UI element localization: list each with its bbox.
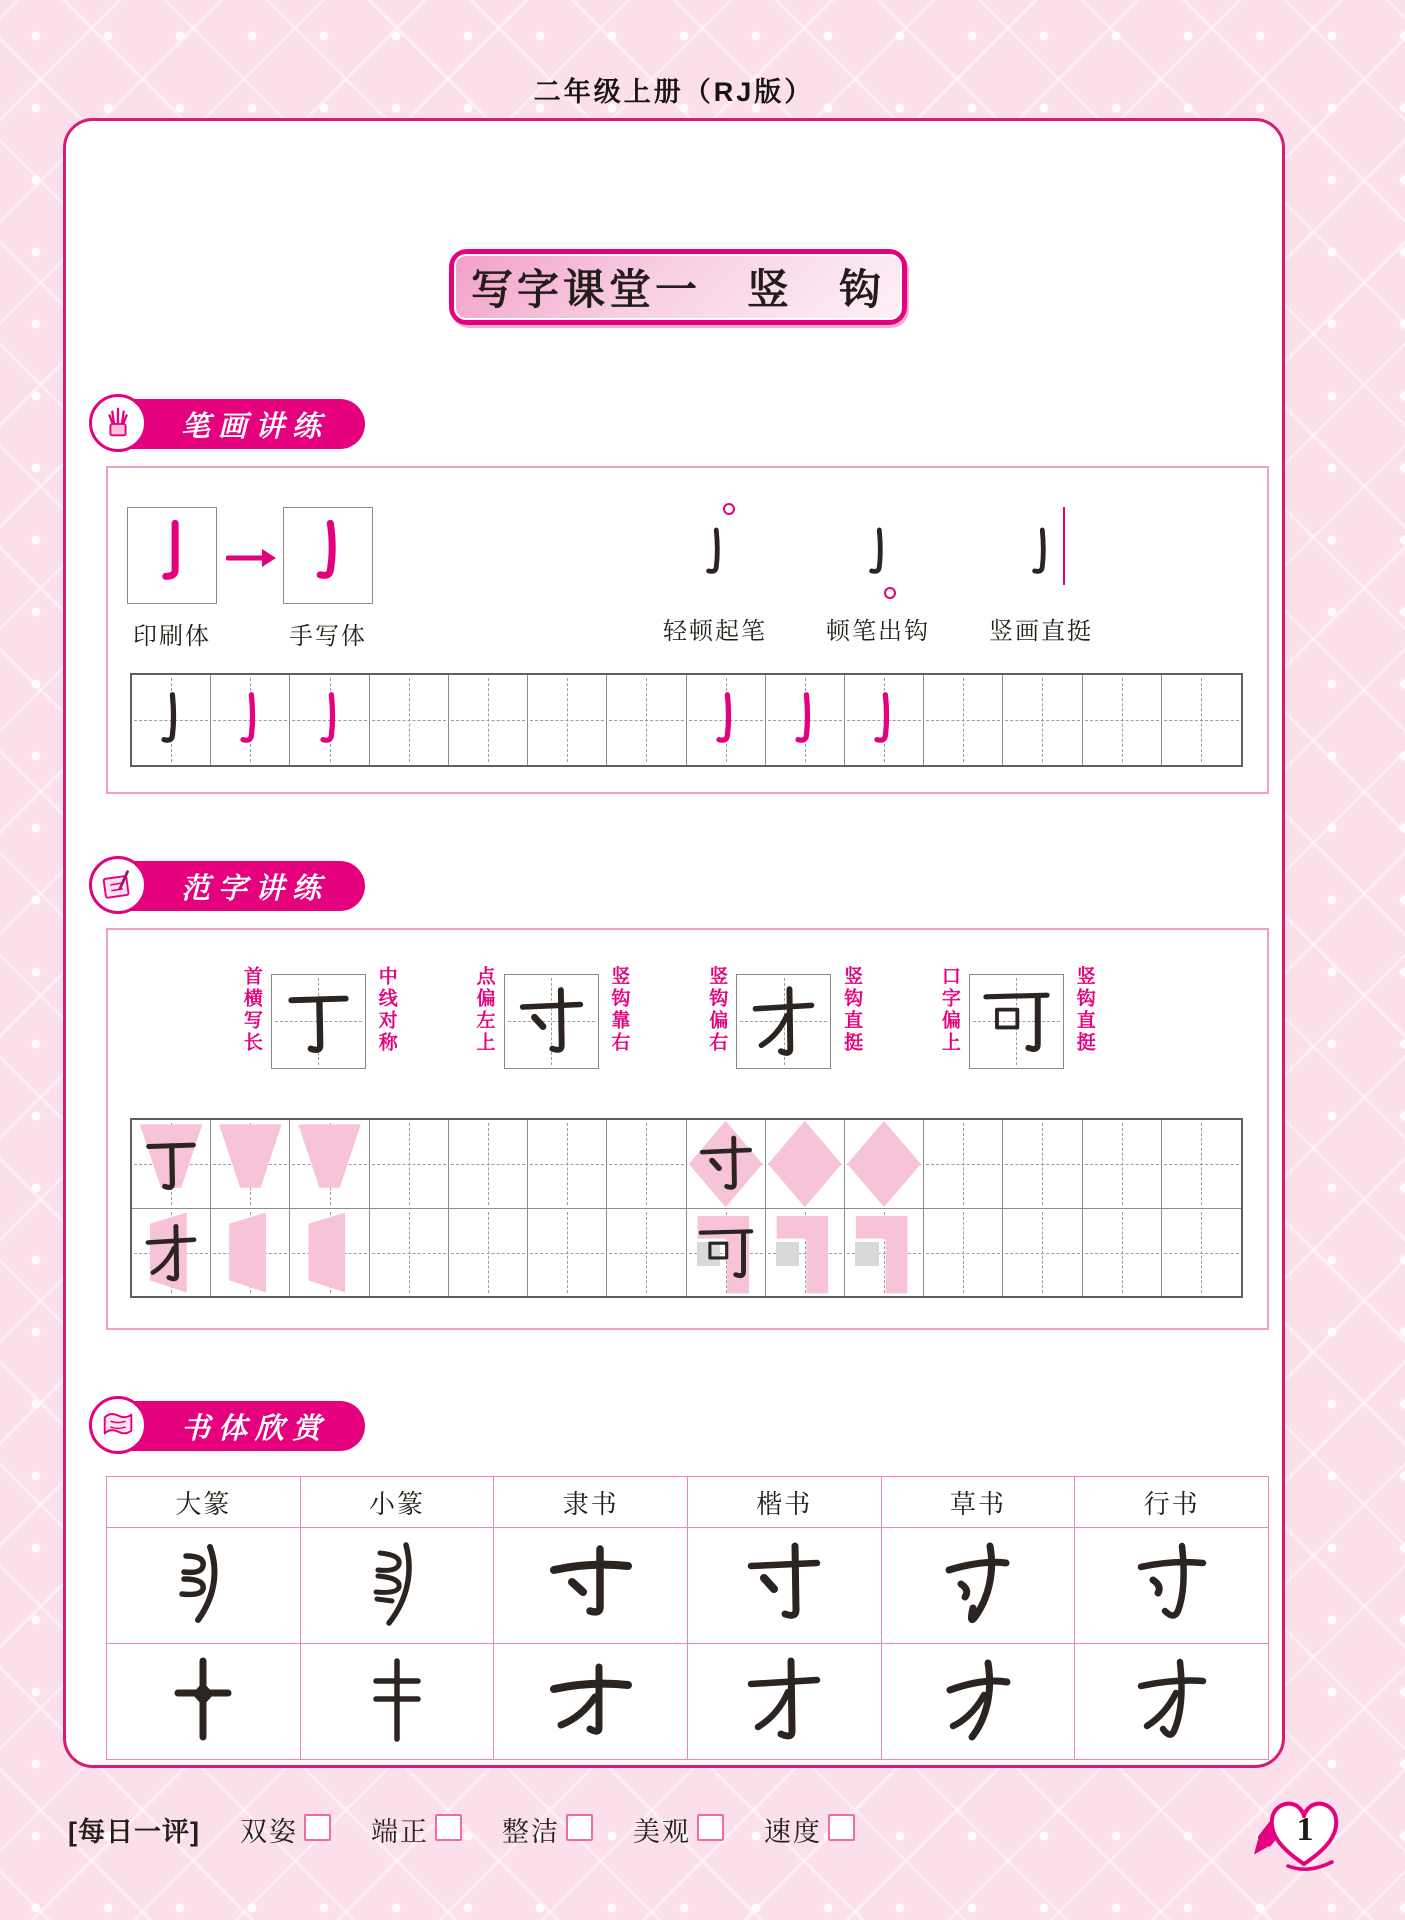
page-number: 1 — [1296, 1811, 1314, 1848]
script-glyph-cell — [687, 1528, 881, 1644]
review-item-label: 双姿 — [239, 1817, 298, 1847]
review-item-label: 整洁 — [501, 1817, 560, 1847]
stroke-practice-grid — [130, 673, 1243, 767]
review-item-label: 速度 — [763, 1817, 822, 1847]
stroke-tip — [803, 505, 953, 646]
page-title: 二年级上册（RJ版） — [533, 77, 815, 107]
practice-cell — [370, 675, 449, 765]
practice-cell — [449, 1208, 528, 1296]
script-style-header: 行书 — [1075, 1477, 1269, 1528]
practice-cell — [607, 675, 686, 765]
practice-cell — [370, 1120, 449, 1208]
practice-cell — [1083, 1208, 1162, 1296]
daily-review-label: [每日一评] — [68, 1817, 200, 1847]
model-character-box — [504, 974, 599, 1069]
page-number-badge — [1248, 1786, 1348, 1876]
practice-cell — [1003, 675, 1082, 765]
tracing-hint-shape — [290, 1120, 368, 1208]
script-style-header: 楷书 — [687, 1477, 881, 1528]
scroll-icon — [89, 1396, 147, 1454]
daily-review-items — [240, 1810, 855, 1849]
practice-cell — [924, 675, 1003, 765]
model-characters-panel — [106, 928, 1269, 1330]
practice-cell — [607, 1208, 686, 1296]
practice-glyph — [687, 675, 765, 765]
script-glyph-cell — [300, 1528, 494, 1644]
print-form-box — [127, 507, 217, 604]
practice-cell — [370, 1208, 449, 1296]
review-item-label: 端正 — [370, 1817, 429, 1847]
review-checkbox[interactable] — [435, 1814, 462, 1841]
practice-cell — [528, 1208, 607, 1296]
stroke-tip-label: 竖画直挺 — [989, 618, 1093, 645]
left-annotation: 口字偏上 — [938, 966, 960, 1054]
model-character-box — [736, 974, 831, 1069]
script-style-header: 隶书 — [494, 1477, 688, 1528]
practice-cell — [766, 1208, 845, 1296]
review-item — [764, 1810, 855, 1849]
script-glyph-cell — [300, 1644, 494, 1760]
practice-glyph — [290, 675, 368, 765]
practice-cell — [924, 1120, 1003, 1208]
practice-cell — [766, 1120, 845, 1208]
model-character-group — [473, 966, 630, 1076]
practice-cell — [1162, 1120, 1241, 1208]
arrow-icon — [226, 546, 278, 570]
practice-glyph — [132, 1120, 210, 1208]
script-glyph-cell — [107, 1528, 301, 1644]
practice-cell — [449, 1120, 528, 1208]
script-glyph-cell — [1075, 1644, 1269, 1760]
stroke-example — [683, 505, 747, 601]
brush-pot-icon — [89, 394, 147, 452]
stroke-practice-panel — [106, 466, 1269, 794]
model-character-row — [108, 966, 1267, 1076]
practice-glyph — [845, 675, 923, 765]
model-character-box — [969, 974, 1064, 1069]
tracing-hint-shape — [766, 1120, 844, 1208]
practice-cell — [845, 675, 924, 765]
stroke-tip — [966, 505, 1116, 646]
stroke-tip-label: 轻顿起笔 — [663, 618, 767, 645]
practice-cell — [687, 1208, 766, 1296]
left-annotation: 首横写长 — [240, 966, 262, 1054]
lesson-banner-title: 写字课堂一 竖 钩 — [454, 254, 902, 320]
practice-cell — [528, 675, 607, 765]
daily-review-bar — [68, 1810, 855, 1849]
tracing-hint-shape — [211, 1120, 289, 1208]
review-checkbox[interactable] — [697, 1814, 724, 1841]
practice-cell — [687, 675, 766, 765]
practice-cell — [766, 675, 845, 765]
practice-glyph — [687, 1120, 765, 1208]
review-checkbox[interactable] — [304, 1814, 331, 1841]
review-checkbox[interactable] — [828, 1814, 855, 1841]
review-item — [502, 1810, 593, 1849]
review-checkbox[interactable] — [566, 1814, 593, 1841]
review-item — [633, 1810, 724, 1849]
section-header-model-characters — [103, 861, 365, 911]
section-title: 范字讲练 — [181, 872, 330, 905]
stroke-example — [846, 505, 910, 601]
script-glyph-cell — [881, 1528, 1075, 1644]
stroke-hand-glyph — [289, 508, 367, 603]
review-item — [371, 1810, 462, 1849]
practice-cell — [1162, 675, 1241, 765]
right-annotation: 中线对称 — [375, 966, 397, 1054]
writing-pad-icon — [89, 856, 147, 914]
practice-cell — [211, 1208, 290, 1296]
hand-form-box — [283, 507, 373, 604]
practice-cell — [845, 1208, 924, 1296]
section-title: 书体欣赏 — [181, 1412, 330, 1445]
practice-cell — [1083, 1120, 1162, 1208]
script-glyph-cell — [494, 1528, 688, 1644]
model-character-box — [271, 974, 366, 1069]
tracing-hint-shape — [211, 1209, 289, 1296]
script-style-header: 小篆 — [300, 1477, 494, 1528]
practice-cell — [211, 1120, 290, 1208]
script-gallery-table — [106, 1476, 1269, 1760]
right-annotation: 竖钩靠右 — [608, 966, 630, 1054]
print-form-label: 印刷体 — [133, 623, 211, 650]
practice-cell — [1003, 1120, 1082, 1208]
practice-cell — [132, 1120, 211, 1208]
script-glyph-cell — [1075, 1528, 1269, 1644]
left-annotation: 点偏左上 — [473, 966, 495, 1054]
practice-cell — [132, 675, 211, 765]
practice-cell — [290, 675, 369, 765]
review-item-label: 美观 — [632, 1817, 691, 1847]
lesson-banner — [449, 249, 907, 325]
section-header-script-gallery — [103, 1401, 365, 1451]
section-title: 笔画讲练 — [181, 410, 330, 443]
worksheet-card — [63, 118, 1285, 1768]
practice-cell — [1083, 675, 1162, 765]
practice-cell — [132, 1208, 211, 1296]
practice-cell — [449, 675, 528, 765]
stroke-print-glyph — [133, 508, 211, 603]
practice-glyph — [211, 675, 289, 765]
practice-glyph — [766, 675, 844, 765]
script-glyph-cell — [687, 1644, 881, 1760]
stroke-example — [1009, 505, 1073, 601]
script-glyph-cell — [494, 1644, 688, 1760]
practice-glyph — [687, 1209, 765, 1296]
tracing-hint-shape — [290, 1209, 368, 1296]
script-glyph-cell — [881, 1644, 1075, 1760]
straight-line-marker — [1063, 507, 1065, 585]
practice-cell — [1162, 1208, 1241, 1296]
model-character-group — [938, 966, 1095, 1076]
tracing-hint-shape — [766, 1209, 844, 1296]
practice-glyph — [132, 675, 210, 765]
stroke-tip — [640, 505, 790, 646]
stroke-tip-label: 顿笔出钩 — [826, 618, 930, 645]
right-annotation: 竖钩直挺 — [1073, 966, 1095, 1054]
practice-cell — [211, 675, 290, 765]
hook-dot-marker — [884, 587, 896, 599]
section-header-stroke-practice — [103, 399, 365, 449]
start-dot-marker — [723, 503, 735, 515]
script-style-header: 大篆 — [107, 1477, 301, 1528]
practice-cell — [290, 1120, 369, 1208]
model-character-group — [705, 966, 862, 1076]
practice-cell — [607, 1120, 686, 1208]
review-item — [240, 1810, 331, 1849]
script-style-header: 草书 — [881, 1477, 1075, 1528]
practice-cell — [687, 1120, 766, 1208]
tracing-hint-shape — [845, 1120, 923, 1208]
practice-cell — [1003, 1208, 1082, 1296]
practice-glyph — [132, 1209, 210, 1296]
practice-cell — [290, 1208, 369, 1296]
script-glyph-cell — [107, 1644, 301, 1760]
practice-cell — [528, 1120, 607, 1208]
practice-cell — [845, 1120, 924, 1208]
tracing-hint-shape — [845, 1209, 923, 1296]
model-character-group — [240, 966, 397, 1076]
left-annotation: 竖钩偏右 — [706, 966, 728, 1054]
right-annotation: 竖钩直挺 — [841, 966, 863, 1054]
model-practice-grid — [130, 1118, 1243, 1298]
hand-form-label: 手写体 — [289, 623, 367, 650]
practice-cell — [924, 1208, 1003, 1296]
